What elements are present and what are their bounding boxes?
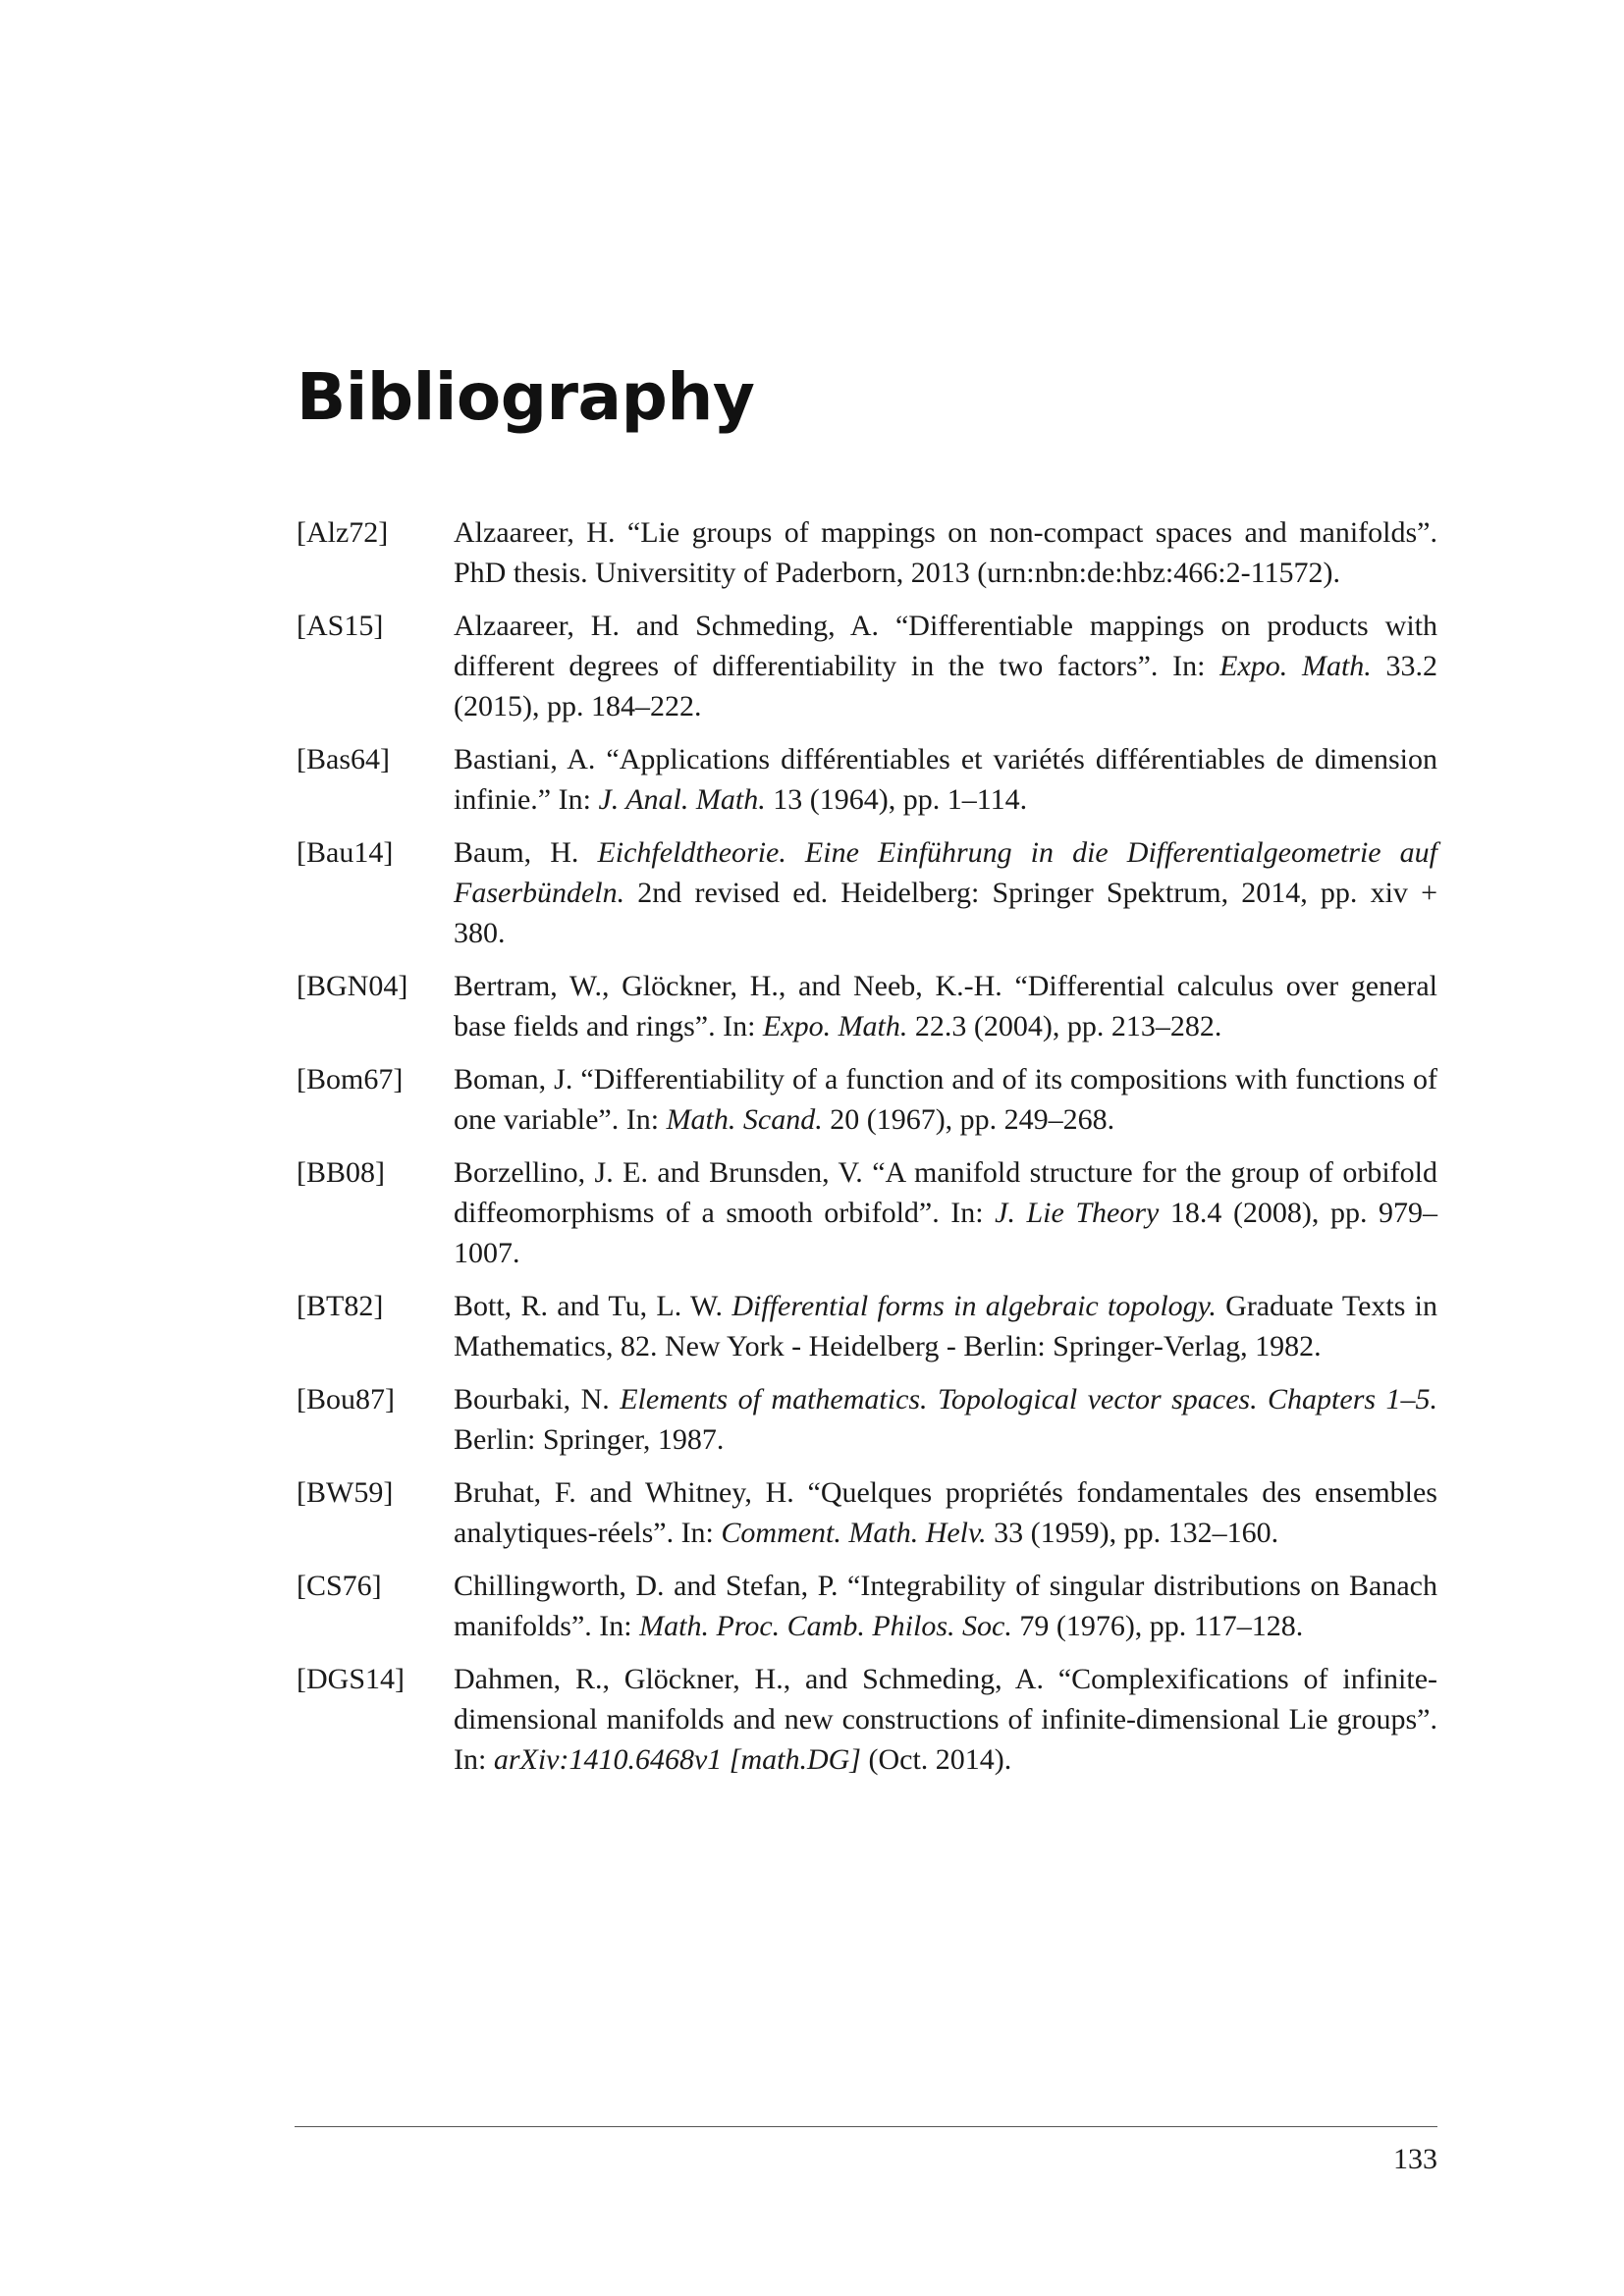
bib-entry: [297, 1566, 1437, 1646]
bib-plain-text: 20 (1967), pp. 249–268.: [822, 1103, 1115, 1136]
bib-plain-text: 33.2 (2015), pp. 184–222.: [454, 650, 1437, 722]
bib-text: [454, 1379, 1437, 1460]
bib-plain-text: Bott, R. and Tu, L. W.: [454, 1290, 732, 1322]
bib-plain-text: 18.4 (2008), pp. 979–1007.: [454, 1197, 1438, 1269]
bib-entry: [297, 832, 1437, 953]
bib-plain-text: Bastiani, A. “Applications différentiables et variétés différentiables de dimension infinie.” In:: [454, 743, 1437, 816]
bib-plain-text: 13 (1964), pp. 1–114.: [765, 783, 1028, 816]
bib-plain-text: 79 (1976), pp. 117–128.: [1011, 1610, 1304, 1642]
bib-plain-text: (Oct. 2014).: [860, 1743, 1012, 1776]
bib-plain-text: Borzellino, J. E. and Brunsden, V. “A manifold structure for the group of orbifold diffeomorphisms of a smooth orbifold”. In:: [454, 1156, 1437, 1229]
bib-italic-text: Math. Proc. Camb. Philos. Soc.: [639, 1610, 1012, 1642]
bib-entry: [297, 512, 1437, 593]
bib-entry: [297, 1659, 1437, 1780]
bib-text: [454, 512, 1437, 593]
bib-key: [Bou87]: [297, 1383, 395, 1415]
bib-plain-text: Bourbaki, N.: [454, 1383, 621, 1415]
bib-italic-text: Math. Scand.: [666, 1103, 823, 1136]
bib-key: [Bas64]: [297, 743, 390, 775]
bib-text: [454, 1152, 1437, 1273]
bib-italic-text: Comment. Math. Helv.: [721, 1517, 987, 1549]
bib-text: [454, 606, 1437, 726]
bib-entry: [297, 739, 1437, 820]
bib-plain-text: Alzaareer, H. “Lie groups of mappings on non-compact spaces and manifolds”. PhD thesis. Universitity of Paderborn, 2013 (urn:nbn:de:hbz:466:2-11572).: [454, 516, 1437, 589]
bib-text: [454, 1059, 1437, 1140]
bib-text: [454, 739, 1437, 820]
bib-plain-text: Boman, J. “Differentiability of a function and of its compositions with functions of one variable”. In:: [454, 1063, 1437, 1136]
bib-key: [BB08]: [297, 1156, 385, 1189]
bib-key: [Alz72]: [297, 516, 389, 549]
bib-text: [454, 1472, 1437, 1553]
bib-text: [454, 1566, 1437, 1646]
bib-key: [CS76]: [297, 1570, 382, 1602]
bib-entry: [297, 1379, 1437, 1460]
bib-plain-text: Bertram, W., Glöckner, H., and Neeb, K.-H. “Differential calculus over general base fields and rings”. In:: [454, 970, 1437, 1042]
page-number: 133: [1393, 2143, 1437, 2175]
bib-italic-text: Expo. Math.: [762, 1010, 908, 1042]
bib-plain-text: Baum, H.: [454, 836, 598, 869]
bib-key: [Bau14]: [297, 836, 394, 869]
bib-text: [454, 832, 1437, 953]
bib-italic-text: J. Lie Theory: [995, 1197, 1160, 1229]
bib-plain-text: 2nd revised ed. Heidelberg: Springer Spektrum, 2014, pp. xiv + 380.: [454, 877, 1437, 949]
bib-plain-text: 33 (1959), pp. 132–160.: [986, 1517, 1279, 1549]
bib-entry: [297, 966, 1437, 1046]
bib-entry: [297, 1152, 1437, 1273]
bib-italic-text: Differential forms in algebraic topology.: [731, 1290, 1217, 1322]
page-title: Bibliography: [297, 359, 755, 435]
bib-plain-text: Dahmen, R., Glöckner, H., and Schmeding, A. “Complexifications of infinite-dimensional manifolds and new constructions of infinite-dimensional Lie groups”. In:: [454, 1663, 1437, 1776]
bib-plain-text: Chillingworth, D. and Stefan, P. “Integrability of singular distributions on Banach manifolds”. In:: [454, 1570, 1437, 1642]
bib-italic-text: Expo. Math.: [1219, 650, 1372, 682]
bib-italic-text: J. Anal. Math.: [598, 783, 766, 816]
bib-plain-text: 22.3 (2004), pp. 213–282.: [907, 1010, 1222, 1042]
bib-italic-text: Eichfeldtheorie. Eine Einführung in die Differentialgeometrie auf Faserbündeln.: [454, 836, 1437, 909]
bib-italic-text: arXiv:1410.6468v1 [math.DG]: [493, 1743, 861, 1776]
bib-plain-text: Graduate Texts in Mathematics, 82. New York - Heidelberg - Berlin: Springer-Verlag, 1982.: [454, 1290, 1438, 1362]
bib-text: [454, 1659, 1437, 1780]
bib-entry: [297, 1472, 1437, 1553]
bib-entry: [297, 1059, 1437, 1140]
bib-key: [DGS14]: [297, 1663, 405, 1695]
bib-plain-text: Bruhat, F. and Whitney, H. “Quelques propriétés fondamentales des ensembles analytiques-réels”. In:: [454, 1476, 1437, 1549]
bib-italic-text: Elements of mathematics. Topological vector spaces. Chapters 1–5.: [620, 1383, 1437, 1415]
bib-text: [454, 1286, 1437, 1366]
bib-key: [BT82]: [297, 1290, 384, 1322]
bib-key: [Bom67]: [297, 1063, 404, 1095]
bib-key: [AS15]: [297, 610, 384, 642]
bib-text: [454, 966, 1437, 1046]
bib-plain-text: Alzaareer, H. and Schmeding, A. “Differentiable mappings on products with different degrees of differentiability in the two factors”. In:: [454, 610, 1437, 682]
bibliography-list: [297, 512, 1437, 1792]
footer-rule: [295, 2126, 1437, 2127]
bib-key: [BGN04]: [297, 970, 408, 1002]
bib-key: [BW59]: [297, 1476, 394, 1509]
bib-plain-text: Berlin: Springer, 1987.: [454, 1423, 725, 1456]
bib-entry: [297, 606, 1437, 726]
bib-entry: [297, 1286, 1437, 1366]
